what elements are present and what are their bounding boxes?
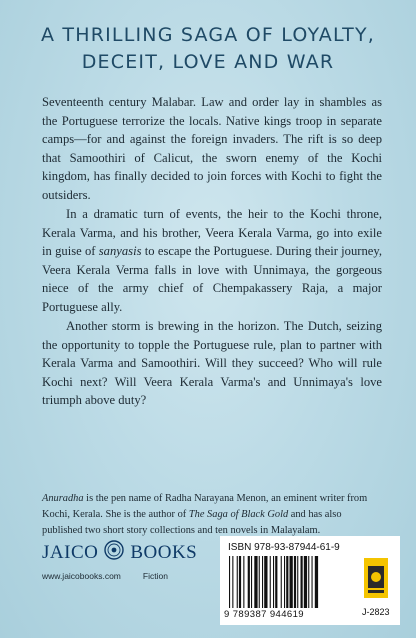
barcode-bar: [286, 556, 288, 608]
book-code: J-2823: [362, 607, 390, 617]
barcode-bar: [264, 556, 267, 608]
blurb-paragraph-1: Seventeenth century Malabar. Law and order lay in shambles as the Portuguese terrorize the locals. Native kings troop in separate camps—for and against the foreign invaders. The rift is so deep that Samoothiri of Calicut, the sworn enemy of the Kochi kingdom, has finally decided to join forces with Kochi to fight the outsiders.: [42, 95, 382, 202]
publisher-logo: [42, 540, 212, 565]
barcode-bar: [284, 556, 285, 608]
barcode-bar: [312, 556, 313, 608]
barcode-bar: [304, 556, 307, 608]
barcode-bar: [294, 556, 296, 608]
book-category: Fiction: [142, 571, 168, 581]
barcode-bar: [232, 556, 233, 608]
publisher-word-1: JAICO: [42, 541, 99, 563]
author-pen-name: Anuradha: [42, 493, 84, 504]
headline-line-2: DECEIT, LOVE AND WAR: [81, 51, 335, 73]
author-book-title: The Saga of Black Gold: [188, 509, 289, 520]
barcode-bar: [270, 556, 271, 608]
author-bio: [42, 491, 382, 539]
blurb-p2-text-a: In a dramatic turn of events, the heir to the Kochi throne, Kerala Varma, and his brother, Veera Kerala Varma, go into exile in guise of: [42, 207, 382, 258]
barcode-bar: [281, 556, 282, 608]
barcode-bar: [275, 556, 277, 608]
barcode-bar: [273, 556, 274, 608]
blurb-paragraph-2: [42, 205, 382, 316]
book-blurb: [42, 93, 382, 411]
blurb-p2-text-b: to escape the Portuguese. During their journey, Veera Kerala Verma falls in love with Unnimaya, the gorgeous niece of the army chief of Chempakassery Raja, a major Portuguese ally.: [42, 244, 382, 314]
headline-line-1: A THRILLING SAGA OF LOYALTY,: [40, 24, 376, 46]
publisher-seal-icon: [104, 540, 124, 565]
barcode-bar: [301, 556, 303, 608]
headline: [0, 22, 416, 76]
barcode-bar: [262, 556, 263, 608]
author-bio-text-a: is the pen name of Radha Narayana Menon, an eminent writer from Kochi, Kerala. She is the author of: [42, 493, 368, 520]
barcode-box: [220, 536, 400, 625]
barcode-bar: [243, 556, 244, 608]
isbn-text: ISBN 978-93-87944-61-9: [228, 542, 340, 553]
publisher-block: [42, 540, 212, 581]
barcode-bar: [229, 556, 230, 608]
author-bio-text-b: and has also published two short story collections and ten novels in Malayalam.: [42, 509, 342, 536]
barcode-digits: 9 789387 944619: [224, 609, 304, 620]
barcode-bar: [239, 556, 241, 608]
publisher-mark-icon: [364, 558, 388, 603]
barcode-bar: [297, 556, 298, 608]
barcode-bar: [254, 556, 257, 608]
publisher-links: [42, 571, 212, 581]
barcode-bar: [248, 556, 250, 608]
barcode-bar: [308, 556, 309, 608]
blurb-p2-italic: sanyasis: [98, 244, 142, 258]
publisher-word-2: BOOKS: [130, 541, 198, 563]
barcode-bar: [251, 556, 252, 608]
publisher-website[interactable]: www.jaicobooks.com: [42, 571, 121, 581]
barcode-bar: [237, 556, 238, 608]
barcode-bars: [228, 556, 354, 608]
blurb-paragraph-3: Another storm is brewing in the horizon. The Dutch, seizing the opportunity to topple the Portuguese rule, plan to partner with Kerala Varma and Samoothiri. Will they succeed? Who will rule Kochi next? Will Veera Kerala Varma's and Unnimaya's love triumph above duty?: [42, 319, 382, 407]
barcode-bar: [259, 556, 260, 608]
barcode-bar: [315, 556, 318, 608]
barcode-bar: [290, 556, 293, 608]
